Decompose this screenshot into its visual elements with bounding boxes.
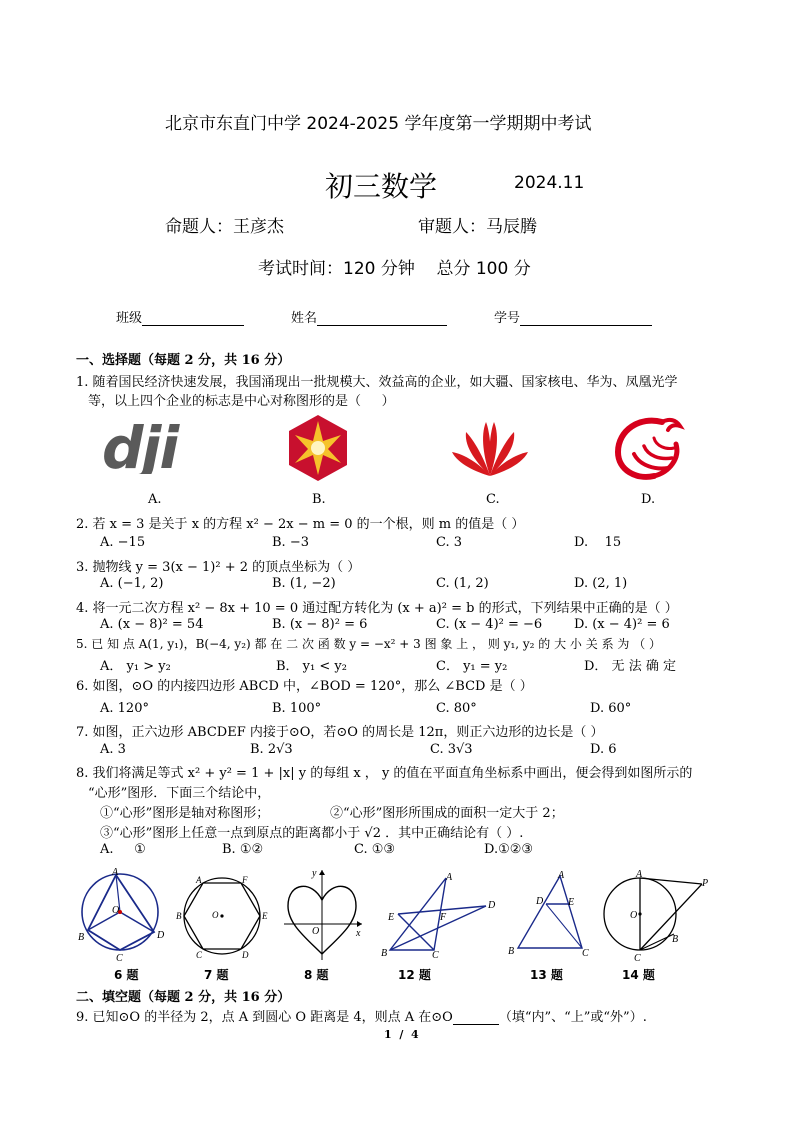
q6-stem: 6. 如图，⊙O 的内接四边形 ABCD 中，∠BOD = 120°，那么 ∠BCD 是（ ） — [76, 679, 533, 694]
svg-text:A: A — [196, 875, 202, 885]
exam-info: 考试时间：120 分钟 总分 100 分 — [258, 259, 531, 279]
q1-option-c[interactable]: C. — [486, 492, 500, 507]
caption-q6: 6 题 — [114, 968, 139, 982]
svg-text:C: C — [196, 950, 203, 960]
q2-stem: 2. 若 x = 3 是关于 x 的方程 x² − 2x − m = 0 的一个根，则 m 的值是（ ） — [76, 517, 525, 532]
svg-text:C: C — [634, 953, 641, 962]
q1-line2: 等，以上四个企业的标志是中心对称图形的是（ ） — [88, 394, 395, 409]
q4-option-d[interactable]: D. (x − 4)² = 6 — [574, 617, 670, 632]
svg-text:B: B — [176, 911, 182, 921]
q8-conclusion-2: ②“心形”图形所围成的面积一定大于 2； — [330, 806, 564, 821]
figure-q7 — [176, 872, 272, 962]
q8-option-c[interactable]: C. ①③ — [354, 842, 396, 857]
author: 命题人：王彦杰 — [165, 217, 284, 237]
q3-option-c[interactable]: C. (1, 2) — [436, 576, 489, 591]
section1-title: 一、选择题（每题 2 分，共 16 分） — [76, 353, 291, 368]
q9-text: 9. 已知⊙O 的半径为 2，点 A 到圆心 O 距离是 4，则点 A 在⊙O — [76, 1010, 453, 1025]
svg-text:A: A — [558, 870, 565, 881]
q9-tail: （填“内”、“上”或“外”）. — [498, 1010, 647, 1025]
q8-conclusion-3: ③“心形”图形上任意一点到原点的距离都小于 √2 ．其中正确结论有（ ）. — [100, 826, 524, 841]
svg-text:B: B — [381, 948, 388, 959]
svg-text:D: D — [488, 900, 496, 911]
q3-option-b[interactable]: B. (1, −2) — [272, 576, 336, 591]
q8-line1: 8. 我们将满足等式 x² + y² = 1 + |x| y 的每组 x ， y 的值在平面直角坐标系中画出，便会得到如图所示的 — [76, 766, 693, 781]
q8-option-b[interactable]: B. ①② — [222, 842, 264, 857]
q3-option-d[interactable]: D. (2, 1) — [574, 576, 628, 591]
svg-text:x: x — [356, 928, 361, 939]
caption-q13: 13 题 — [530, 968, 563, 982]
svg-text:A: A — [112, 867, 119, 878]
page-number: 1 / 4 — [384, 1028, 419, 1041]
svg-text:D: D — [157, 930, 165, 941]
subject-title: 初三数学 — [325, 170, 438, 203]
q7-option-b[interactable]: B. 2√3 — [250, 742, 293, 757]
svg-text:B: B — [78, 932, 85, 943]
svg-text:D: D — [242, 950, 249, 960]
q4-stem: 4. 将一元二次方程 x² − 8x + 10 = 0 通过配方转化为 (x + a)² = b 的形式，下列结果中正确的是（ ） — [76, 601, 678, 616]
q8-option-d[interactable]: D.①②③ — [484, 842, 534, 857]
q6-option-a[interactable]: A. 120° — [100, 701, 149, 716]
figure-q12 — [378, 870, 500, 960]
school-title: 北京市东直门中学 2024-2025 学年度第一学期期中考试 — [165, 114, 592, 134]
q2-option-b[interactable]: B. −3 — [272, 535, 309, 550]
dji-logo-text: dji — [102, 418, 178, 474]
caption-q12: 12 题 — [398, 968, 431, 982]
svg-text:E: E — [568, 897, 575, 908]
q1-line1: 1. 随着国民经济快速发展，我国涌现出一批规模大、效益高的企业，如大疆、国家核电、华为、凤凰光学 — [76, 375, 678, 390]
phoenix-logo — [610, 412, 686, 484]
q5-option-b[interactable]: B． y₁ < y₂ — [276, 659, 347, 674]
q8-line2: “心形”图形．下面三个结论中， — [88, 786, 271, 801]
exam-date: 2024.11 — [514, 173, 585, 193]
svg-text:B: B — [508, 946, 515, 957]
class-label: 班级 — [116, 311, 143, 326]
q8-option-a[interactable]: A. ① — [100, 842, 146, 857]
q8-conclusion-1: ①“心形”图形是轴对称图形； — [100, 806, 270, 821]
svg-text:B: B — [672, 934, 679, 945]
class-blank[interactable] — [142, 311, 244, 326]
q1-option-a[interactable]: A. — [148, 492, 162, 507]
q7-stem: 7. 如图，正六边形 ABCDEF 内接于⊙O，若⊙O 的周长是 12π，则正六边形的边长是（ ） — [76, 725, 604, 740]
name-label: 姓名 — [291, 311, 318, 326]
q5-option-a[interactable]: A． y₁ > y₂ — [100, 659, 171, 674]
q4-option-c[interactable]: C. (x − 4)² = −6 — [436, 617, 543, 632]
q7-option-a[interactable]: A. 3 — [100, 742, 126, 757]
svg-text:E: E — [262, 911, 268, 921]
figure-q8 — [282, 866, 366, 962]
svg-text:D: D — [536, 896, 544, 907]
svg-text:O: O — [112, 905, 120, 916]
svg-text:P: P — [702, 878, 709, 889]
svg-text:F: F — [242, 875, 248, 885]
svg-text:O: O — [630, 910, 638, 921]
svg-text:O: O — [312, 926, 320, 937]
caption-q14: 14 题 — [622, 968, 655, 982]
svg-text:E: E — [388, 912, 395, 923]
q5-stem: 5. 已 知 点 A(1, y₁)，B(−4, y₂) 都 在 二 次 函 数 y = −x² + 3 图 象 上 ， 则 y₁, y₂ 的 大 小 关 系 为 （ ） — [76, 637, 662, 651]
huawei-logo — [450, 418, 530, 480]
svg-text:C: C — [116, 953, 123, 962]
figure-q14 — [600, 868, 712, 962]
svg-text:C: C — [432, 950, 439, 960]
caption-q7: 7 题 — [204, 968, 229, 982]
q9-answer-blank[interactable] — [453, 1010, 499, 1025]
q6-option-d[interactable]: D. 60° — [590, 701, 632, 716]
id-field[interactable] — [494, 307, 652, 326]
nuclear-logo — [283, 413, 353, 483]
name-blank[interactable] — [317, 311, 447, 326]
id-blank[interactable] — [520, 311, 652, 326]
figure-q6 — [74, 866, 168, 962]
id-label: 学号 — [494, 311, 521, 326]
q6-option-b[interactable]: B. 100° — [272, 701, 322, 716]
q4-option-b[interactable]: B. (x − 8)² = 6 — [272, 617, 368, 632]
q7-option-c[interactable]: C. 3√3 — [430, 742, 473, 757]
svg-text:A: A — [446, 872, 453, 883]
q4-option-a[interactable]: A. (x − 8)² = 54 — [100, 617, 204, 632]
q3-stem: 3. 抛物线 y = 3(x − 1)² + 2 的顶点坐标为（ ） — [76, 560, 361, 575]
class-field[interactable] — [116, 307, 244, 326]
q2-option-a[interactable]: A. −15 — [100, 535, 146, 550]
svg-text:O: O — [212, 910, 219, 920]
q5-option-d[interactable]: D． 无 法 确 定 — [584, 659, 676, 674]
q7-option-d[interactable]: D. 6 — [590, 742, 617, 757]
q1-option-b[interactable]: B. — [312, 492, 326, 507]
q2-option-c[interactable]: C. 3 — [436, 535, 463, 550]
q5-option-c[interactable]: C． y₁ = y₂ — [436, 659, 508, 674]
dji-logo — [100, 418, 206, 474]
q9-stem — [76, 1006, 647, 1025]
q6-option-c[interactable]: C. 80° — [436, 701, 477, 716]
reviewer: 审题人：马辰腾 — [418, 217, 537, 237]
q1-option-d[interactable]: D. — [641, 492, 656, 507]
svg-text:F: F — [440, 912, 447, 923]
svg-text:y: y — [312, 868, 317, 879]
name-field[interactable] — [291, 307, 447, 326]
q3-option-a[interactable]: A. (−1, 2) — [100, 576, 164, 591]
section2-title: 二、填空题（每题 2 分，共 16 分） — [76, 990, 291, 1005]
q2-option-d[interactable]: D. 15 — [574, 535, 622, 550]
svg-text:A: A — [636, 869, 643, 880]
svg-text:C: C — [582, 948, 589, 959]
figure-q13 — [504, 868, 594, 962]
caption-q8: 8 题 — [304, 968, 329, 982]
